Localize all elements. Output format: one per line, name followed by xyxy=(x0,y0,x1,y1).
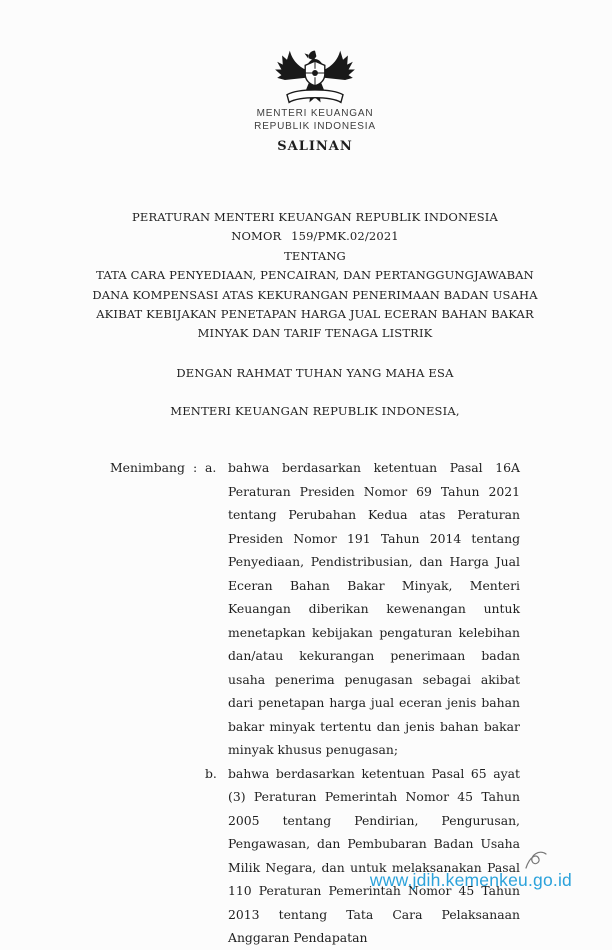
consideration-item-a xyxy=(205,456,520,762)
title-line: DANA KOMPENSASI ATAS KEKURANGAN PENERIMAAN BADAN USAHA xyxy=(92,287,538,302)
invocation-line: DENGAN RAHMAT TUHAN YANG MAHA ESA xyxy=(176,366,454,380)
consideration-letter: a. xyxy=(205,460,217,475)
title-line: TENTANG xyxy=(284,248,346,263)
menimbang-label: Menimbang xyxy=(110,460,185,475)
garuda-pancasila-emblem xyxy=(273,36,357,110)
ministry-country: REPUBLIK INDONESIA xyxy=(254,120,376,132)
ministry-name: MENTERI KEUANGAN xyxy=(256,108,374,119)
consideration-text: bahwa berdasarkan ketentuan Pasal 65 ayat (3) Peraturan Pemerintah Nomor 45 Tahun 2005 tentang Pendirian, Pengurusan, Pengawasan, dan Pembubaran Badan Usaha Milik Negara, dan untuk melaksanakan Pasal 110 Peraturan Pemerintah Nomor 45 Tahun 2013 tentang Tata Cara Pelaksanaan Anggaran Pendapatan xyxy=(228,765,520,945)
title-line: TATA CARA PENYEDIAAN, PENCAIRAN, DAN PERTANGGUNGJAWABAN xyxy=(96,268,534,283)
authority-line: MENTERI KEUANGAN REPUBLIK INDONESIA, xyxy=(170,404,460,418)
ministry-letterhead xyxy=(90,108,540,133)
consideration-letter: b. xyxy=(205,765,217,781)
menimbang-colon: : xyxy=(193,460,198,475)
copy-label: SALINAN xyxy=(277,139,353,154)
consideration-text: bahwa berdasarkan ketentuan Pasal 16A Peraturan Presiden Nomor 69 Tahun 2021 tentang Perubahan Kedua atas Peraturan Presiden Nomor 191 Tahun 2014 tentang Penyediaan, Pendistribusian, dan Harga Jual Eceran Bahan Bakar Minyak, Menteri Keuangan diberikan kewenangan untuk menetapkan kebijakan pengaturan kelebihan dan/atau kekurangan penerimaan badan usaha penerima penugasan sebagai akibat dari penetapan harga jual eceran jenis bahan bakar minyak tertentu dan jenis bahan bakar minyak khusus penugasan; xyxy=(228,460,520,757)
regulation-number: NOMOR 159/PMK.02/2021 xyxy=(231,229,399,244)
jdih-watermark: www.jdih.kemenkeu.go.id xyxy=(369,870,572,890)
title-line: AKIBAT KEBIJAKAN PENETAPAN HARGA JUAL ECERAN BAHAN BAKAR xyxy=(96,307,534,322)
title-line: PERATURAN MENTERI KEUANGAN REPUBLIK INDONESIA xyxy=(132,210,498,224)
consideration-item-b xyxy=(205,762,520,950)
title-line: MINYAK DAN TARIF TENAGA LISTRIK xyxy=(197,326,433,341)
regulation-title xyxy=(90,208,540,344)
